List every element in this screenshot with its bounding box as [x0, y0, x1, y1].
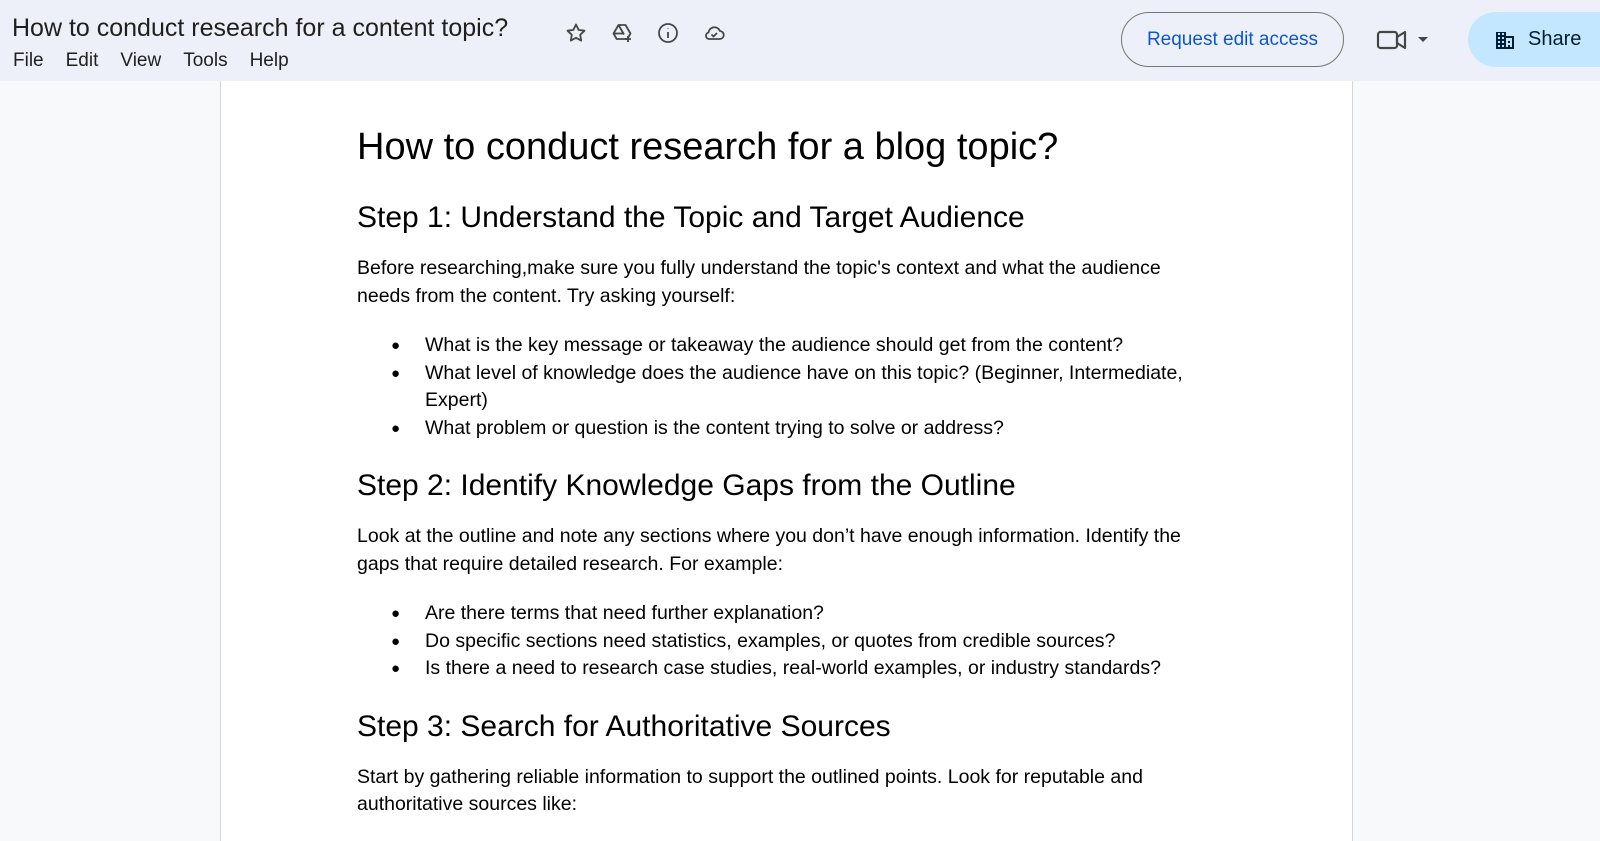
menu-edit[interactable]: Edit [65, 50, 99, 71]
share-building-icon [1494, 29, 1516, 51]
menu-view[interactable]: View [120, 50, 162, 71]
title-actions [560, 17, 730, 49]
document-page[interactable] [220, 81, 1353, 841]
menu-tools[interactable]: Tools [183, 50, 228, 71]
meet-button[interactable] [1376, 20, 1446, 60]
list-item: ● What level of knowledge does the audience have on this topic? (Beginner, Intermediate, Expert) [357, 360, 1217, 415]
document-body [357, 125, 1217, 819]
section-heading-1: Step 1: Understand the Topic and Target Audience [357, 201, 1025, 234]
cloud-saved-icon[interactable] [698, 17, 730, 49]
share-button[interactable] [1468, 12, 1600, 67]
menu-bar [13, 50, 300, 72]
list-item: ● Is there a need to research case studies, real-world examples, or industry standards? [357, 655, 1217, 683]
section-heading-3: Step 3: Search for Authoritative Sources [357, 709, 891, 743]
bullet-list-1 [357, 332, 1217, 442]
bullet-list-2 [357, 600, 1217, 683]
top-bar [0, 0, 1600, 81]
list-item: ● What problem or question is the content trying to solve or address? [357, 415, 1217, 443]
list-item: ● Do specific sections need statistics, examples, or quotes from credible sources? [357, 628, 1217, 656]
section-heading-2: Step 2: Identify Knowledge Gaps from the Outline [357, 469, 1016, 502]
list-item: ● What is the key message or takeaway the audience should get from the content? [357, 332, 1217, 360]
chevron-down-icon [1416, 35, 1430, 45]
doc-heading: How to conduct research for a blog topic? [357, 126, 1059, 168]
document-title[interactable]: How to conduct research for a content topic? [12, 14, 509, 42]
info-icon[interactable] [652, 17, 684, 49]
list-item: ● Are there terms that need further explanation? [357, 600, 1217, 628]
star-icon[interactable] [560, 17, 592, 49]
menu-file[interactable]: File [13, 50, 44, 71]
share-label: Share [1528, 28, 1582, 50]
menu-help[interactable]: Help [249, 50, 289, 71]
move-to-drive-icon[interactable] [606, 17, 638, 49]
section-intro-2: Look at the outline and note any sections where you don’t have enough information. Identify the gaps that require detailed research. For example: [357, 525, 1181, 575]
video-camera-icon [1376, 26, 1408, 54]
section-intro-1: Before researching,make sure you fully understand the topic's context and what the audience needs from the content. Try asking yourself: [357, 257, 1161, 307]
request-edit-access-button[interactable]: Request edit access [1121, 12, 1344, 67]
section-intro-3: Start by gathering reliable information to support the outlined points. Look for reputable and authoritative sources like: [357, 765, 1143, 815]
